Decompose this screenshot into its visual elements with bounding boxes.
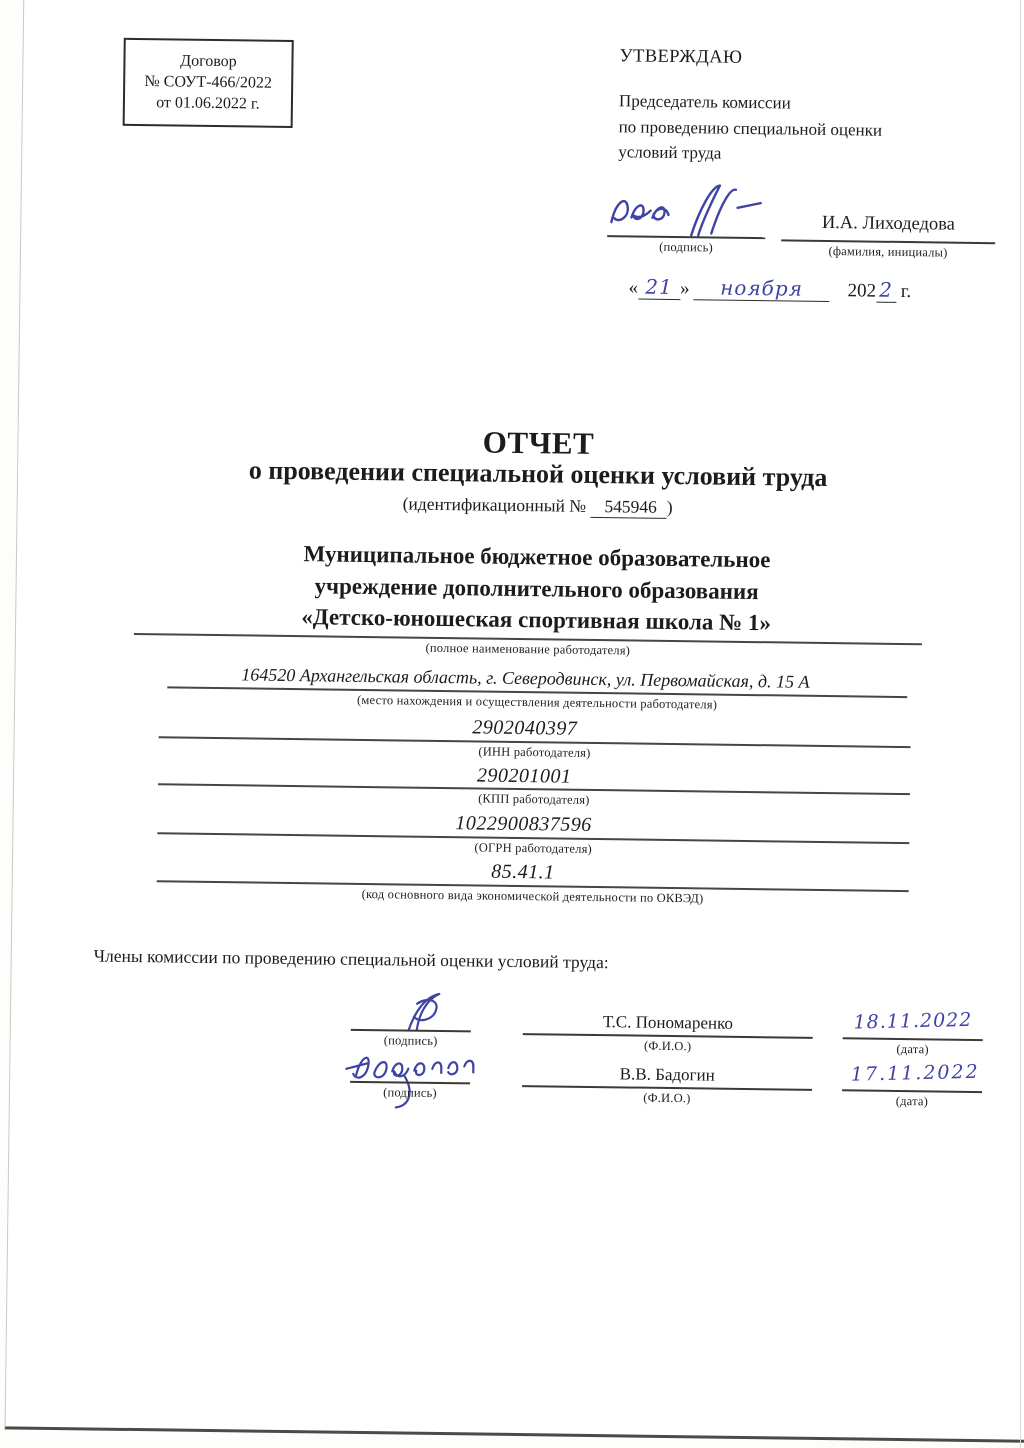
member1-name: Т.С. Пономаренко [602,1012,734,1033]
contract-stamp-box [123,38,294,128]
employer-name-line: учреждение дополнительного образования [314,572,759,604]
contract-number: № СОУТ-466/2022 [144,73,273,92]
approval-year-suffix: г. [900,280,912,303]
member2-handwritten-signature [340,1045,511,1111]
employer-okved-value: 85.41.1 [491,860,555,884]
contract-title: Договор [180,52,237,71]
chairman-signature-caption: (подпись) [659,239,714,255]
employer-name-caption: (полное наименование работодателя) [425,640,631,658]
contract-date: от 01.06.2022 г. [156,94,260,113]
approval-month-handwritten: ноября [693,275,829,302]
member1-date-handwritten: 18.11.2022 [853,1008,973,1034]
approval-day-handwritten: 21 [638,275,680,301]
chairman-handwritten-signature [605,180,778,240]
scanner-edge [1020,0,1021,1448]
approval-heading: УТВЕРЖДАЮ [619,46,743,68]
report-id-close: ) [666,496,673,517]
member2-signature-caption: (подпись) [383,1085,437,1100]
employer-okved-caption: (код основного вида экономической деятельности по ОКВЭД) [361,886,704,906]
approval-year-digit-handwritten: 2 [876,278,896,303]
approver-role-line: по проведению специальной оценки [618,116,883,140]
member2-name-caption: (Ф.И.О.) [643,1090,691,1106]
approval-year-printed: 202 [847,280,877,302]
employer-inn-value: 2902040397 [472,716,578,740]
report-subtitle: о проведении специальной оценки условий труда [248,455,828,493]
employer-inn-caption: (ИНН работодателя) [478,744,591,760]
approver-role-line: условий труда [618,142,722,163]
member1-handwritten-signature [383,989,474,1034]
member1-signature-caption: (подпись) [383,1033,438,1048]
chairman-name: И.А. Лиходедова [821,212,956,235]
committee-heading: Члены комиссии по проведению специальной оценки условий труда: [93,945,609,973]
approver-role-line: Председатель комиссии [618,91,791,113]
employer-name [76,535,997,642]
scanned-document-page [5,0,1024,1443]
member2-name: В.В. Бадогин [619,1064,715,1085]
employer-name-line: Муниципальное бюджетное образовательное [303,541,771,573]
member1-date-line [843,1037,983,1041]
approver-role [618,88,999,169]
quote-open: « [628,277,639,299]
employer-name-line: «Детско-юношеская спортивная школа № 1» [301,604,772,636]
report-id-value: 545946 [590,496,667,519]
employer-kpp-caption: (КПП работодателя) [478,791,590,807]
report-id-label: (идентификационный № [402,493,587,516]
chairman-name-caption: (фамилия, инициалы) [828,244,948,260]
member2-date-caption: (дата) [895,1093,929,1109]
approval-date-line [628,274,911,303]
employer-ogrn-value: 1022900837596 [455,812,592,836]
report-title: ОТЧЕТ [482,424,595,461]
member2-date-handwritten: 17.11.2022 [850,1060,980,1086]
employer-address: 164520 Архангельская область, г. Северодвинск, ул. Первомайская, д. 15 А [241,664,810,692]
employer-address-caption: (место нахождения и осуществления деятельности работодателя) [357,692,718,712]
employer-ogrn-caption: (ОГРН работодателя) [474,840,593,856]
quote-close: » [679,278,690,300]
member1-name-caption: (Ф.И.О.) [643,1038,692,1054]
employer-kpp-value: 290201001 [476,764,572,788]
member2-date-line [842,1089,982,1093]
member1-date-caption: (дата) [896,1041,929,1057]
